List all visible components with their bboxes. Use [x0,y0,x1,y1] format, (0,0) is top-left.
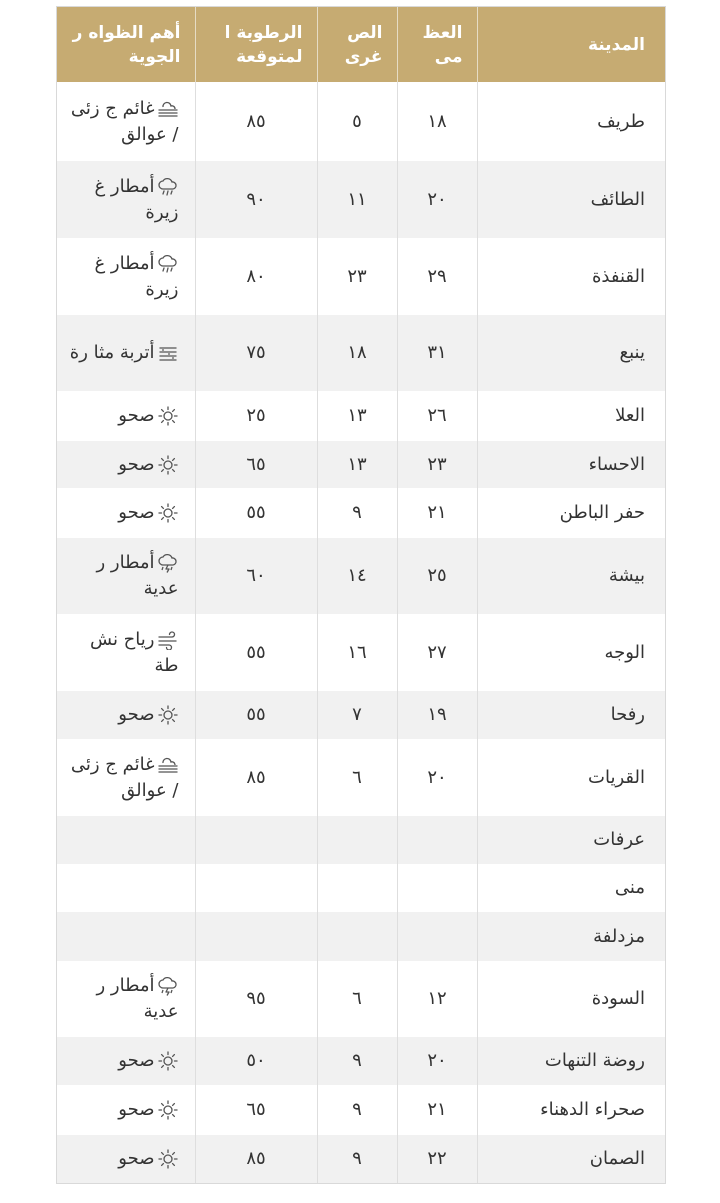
max-temp-cell [397,912,477,961]
city-cell: بيشة [477,538,665,614]
sun-icon [157,1100,179,1120]
humidity-cell: ٨٠ [195,238,317,315]
city-cell: ينبع [477,315,665,391]
weather-table [57,7,665,1183]
max-temp-cell: ١٢ [397,961,477,1037]
weather-label: صحو [118,1148,155,1169]
city-cell: الطائف [477,161,665,238]
weather-label: أمطار ر عدية [96,975,179,1022]
weather-cell [57,816,195,864]
dust-icon [157,343,179,363]
min-temp-cell: ١٣ [317,441,397,488]
table-row [57,912,665,961]
max-temp-cell: ٢١ [397,1085,477,1135]
humidity-cell [195,816,317,864]
table-row [57,391,665,441]
city-cell: العلا [477,391,665,441]
weather-label: صحو [118,704,155,725]
max-temp-cell: ٢٩ [397,238,477,315]
sun-icon [157,455,179,475]
weather-label: صحو [118,1050,155,1071]
weather-cell [57,82,195,161]
weather-cell [57,1085,195,1135]
weather-cell [57,614,195,691]
partly-cloudy-haze-icon [157,99,179,119]
humidity-cell: ٨٥ [195,739,317,816]
min-temp-cell: ٦ [317,739,397,816]
humidity-cell: ٥٠ [195,1037,317,1085]
thunderstorm-icon [157,976,179,996]
min-temp-cell: ٦ [317,961,397,1037]
humidity-cell [195,864,317,912]
min-temp-cell: ١٨ [317,315,397,391]
sun-icon [157,503,179,523]
table-row [57,1135,665,1183]
heavy-rain-icon [157,254,179,274]
city-cell: الوجه [477,614,665,691]
weather-label: صحو [118,502,155,523]
weather-cell [57,488,195,538]
table-row [57,488,665,538]
city-cell: القنفذة [477,238,665,315]
max-temp-cell: ٣١ [397,315,477,391]
header-min-temp: الص غرى [317,7,397,82]
min-temp-cell: ١٤ [317,538,397,614]
table-row [57,1085,665,1135]
humidity-cell: ٦٥ [195,1085,317,1135]
weather-cell [57,161,195,238]
weather-cell [57,538,195,614]
city-cell: مزدلفة [477,912,665,961]
humidity-cell: ٢٥ [195,391,317,441]
table-row [57,82,665,161]
humidity-cell: ٨٥ [195,1135,317,1183]
min-temp-cell: ١٣ [317,391,397,441]
table-row [57,691,665,739]
weather-cell [57,1037,195,1085]
weather-label: غائم ج زئى / عوالق [70,753,179,801]
table-header-row [57,7,665,82]
max-temp-cell: ٢٠ [397,739,477,816]
header-weather: أهم الظواه ر الجوية [57,7,195,82]
weather-table-container [56,6,666,1184]
header-city: المدينة [477,7,665,82]
table-row [57,315,665,391]
humidity-cell: ٦٠ [195,538,317,614]
city-cell: طريف [477,82,665,161]
humidity-cell: ٥٥ [195,488,317,538]
min-temp-cell: ١١ [317,161,397,238]
weather-cell [57,912,195,961]
max-temp-cell: ١٨ [397,82,477,161]
weather-label: أمطار ر عدية [96,552,179,599]
max-temp-cell: ٢٣ [397,441,477,488]
min-temp-cell [317,912,397,961]
min-temp-cell [317,864,397,912]
weather-label: صحو [118,405,155,426]
max-temp-cell: ٢٠ [397,1037,477,1085]
sun-icon [157,705,179,725]
table-row [57,1037,665,1085]
min-temp-cell: ٥ [317,82,397,161]
wind-icon [157,630,179,650]
city-cell: حفر الباطن [477,488,665,538]
header-max-temp: العظ مى [397,7,477,82]
weather-cell [57,441,195,488]
min-temp-cell: ٩ [317,488,397,538]
humidity-cell: ٩٥ [195,961,317,1037]
table-row [57,538,665,614]
header-humidity: الرطوبة ا لمتوقعة [195,7,317,82]
city-cell: رفحا [477,691,665,739]
city-cell: عرفات [477,816,665,864]
max-temp-cell: ٢٢ [397,1135,477,1183]
table-row [57,238,665,315]
humidity-cell: ٥٥ [195,614,317,691]
sun-icon [157,406,179,426]
weather-label: صحو [118,1099,155,1120]
table-row [57,816,665,864]
sun-icon [157,1051,179,1071]
max-temp-cell: ٢٥ [397,538,477,614]
min-temp-cell: ٢٣ [317,238,397,315]
weather-label: أتربة مثا رة [69,342,155,363]
weather-label: أمطار غ زيرة [94,175,179,223]
weather-cell [57,315,195,391]
weather-cell [57,739,195,816]
city-cell: الصمان [477,1135,665,1183]
humidity-cell: ٩٠ [195,161,317,238]
min-temp-cell: ٩ [317,1085,397,1135]
thunderstorm-icon [157,553,179,573]
city-cell: القريات [477,739,665,816]
sun-icon [157,1149,179,1169]
table-row [57,961,665,1037]
weather-cell [57,691,195,739]
humidity-cell [195,912,317,961]
min-temp-cell: ١٦ [317,614,397,691]
weather-cell [57,1135,195,1183]
weather-label: أمطار غ زيرة [94,252,179,300]
weather-cell [57,961,195,1037]
city-cell: صحراء الدهناء [477,1085,665,1135]
city-cell: السودة [477,961,665,1037]
weather-label: غائم ج زئى / عوالق [70,97,179,145]
city-cell: الاحساء [477,441,665,488]
table-row [57,441,665,488]
table-row [57,739,665,816]
max-temp-cell: ٢١ [397,488,477,538]
humidity-cell: ٨٥ [195,82,317,161]
weather-label: رياح نش طة [90,628,179,676]
humidity-cell: ٧٥ [195,315,317,391]
weather-label: صحو [118,453,155,475]
max-temp-cell: ٢٧ [397,614,477,691]
humidity-cell: ٥٥ [195,691,317,739]
city-cell: روضة التنهات [477,1037,665,1085]
max-temp-cell [397,816,477,864]
min-temp-cell: ٩ [317,1135,397,1183]
max-temp-cell: ٢٦ [397,391,477,441]
table-row [57,864,665,912]
table-row [57,614,665,691]
heavy-rain-icon [157,177,179,197]
min-temp-cell: ٧ [317,691,397,739]
partly-cloudy-haze-icon [157,755,179,775]
max-temp-cell [397,864,477,912]
city-cell: منى [477,864,665,912]
table-row [57,161,665,238]
max-temp-cell: ١٩ [397,691,477,739]
table-body [57,82,665,1183]
weather-cell [57,864,195,912]
min-temp-cell [317,816,397,864]
weather-cell [57,391,195,441]
min-temp-cell: ٩ [317,1037,397,1085]
weather-cell [57,238,195,315]
humidity-cell: ٦٥ [195,441,317,488]
max-temp-cell: ٢٠ [397,161,477,238]
